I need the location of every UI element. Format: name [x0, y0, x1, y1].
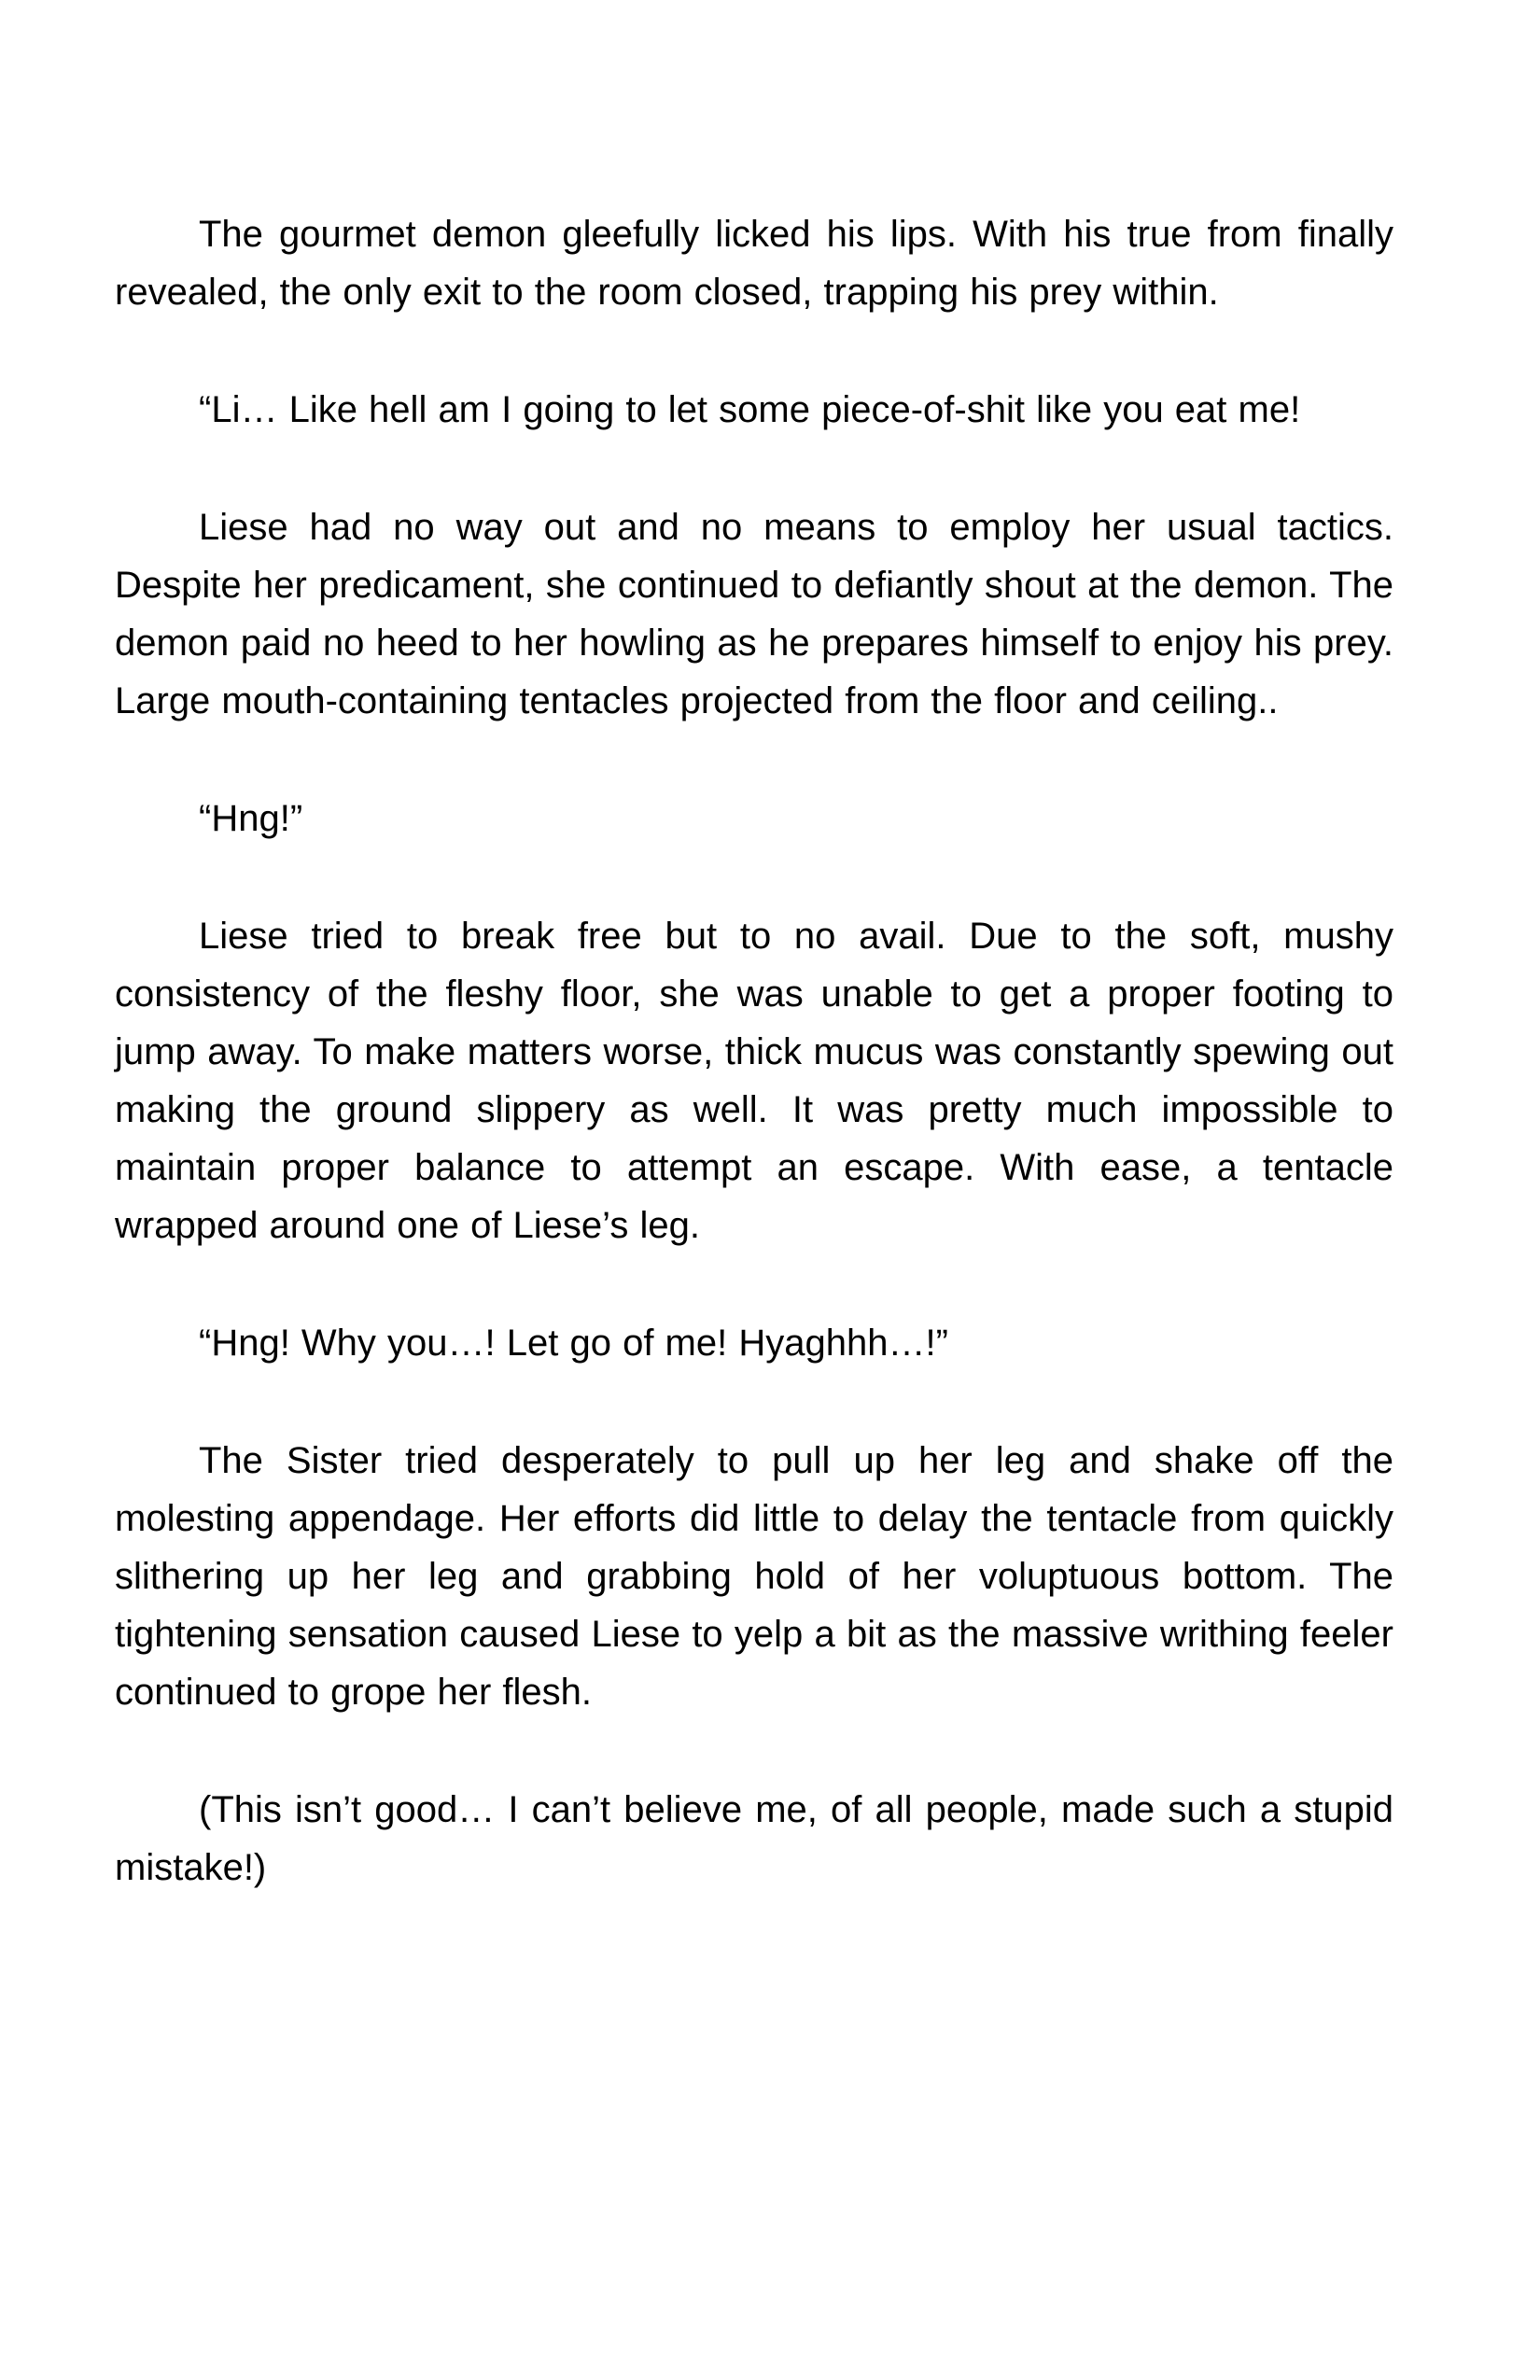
paragraph-dialogue-3: “Hng! Why you…! Let go of me! Hyaghhh…!” — [199, 1323, 948, 1364]
paragraph-narration-1: The gourmet demon gleefully licked his lips. With his true from finally revealed, the only exit to the room closed, trapping his prey within. — [115, 214, 1393, 313]
paragraph-narration-3: Liese tried to break free but to no avail. Due to the soft, mushy consistency of the fleshy floor, she was unable to get a proper footing to jump away. To make matters worse, thick mucus was constantly spewing out making the ground slippery as well. It was pretty much impossible to maintain proper balance to attempt an escape. With ease, a tentacle wrapped around one of Liese’s leg. — [115, 916, 1393, 1246]
paragraph-inner-thought: (This isn’t good… I can’t believe me, of all people, made such a stupid mistake!) — [115, 1789, 1393, 1888]
paragraph-narration-2: Liese had no way out and no means to employ her usual tactics. Despite her predicament, she continued to defiantly shout at the demon. The demon paid no heed to her howling as he prepares himself to enjoy his prey. Large mouth-containing tentacles projected from the floor and ceiling.. — [115, 507, 1393, 721]
paragraph-dialogue-2: “Hng!” — [199, 798, 303, 839]
paragraph-narration-4: The Sister tried desperately to pull up her leg and shake off the molesting appendage. Her efforts did little to delay the tentacle from quickly slithering up her leg and grabbing hold of her voluptuous bottom. The tightening sensation caused Liese to yelp a bit as the massive writhing feeler continued to grope her flesh. — [115, 1440, 1393, 1713]
paragraph-dialogue-1: “Li… Like hell am I going to let some piece-of-shit like you eat me! — [199, 389, 1301, 430]
